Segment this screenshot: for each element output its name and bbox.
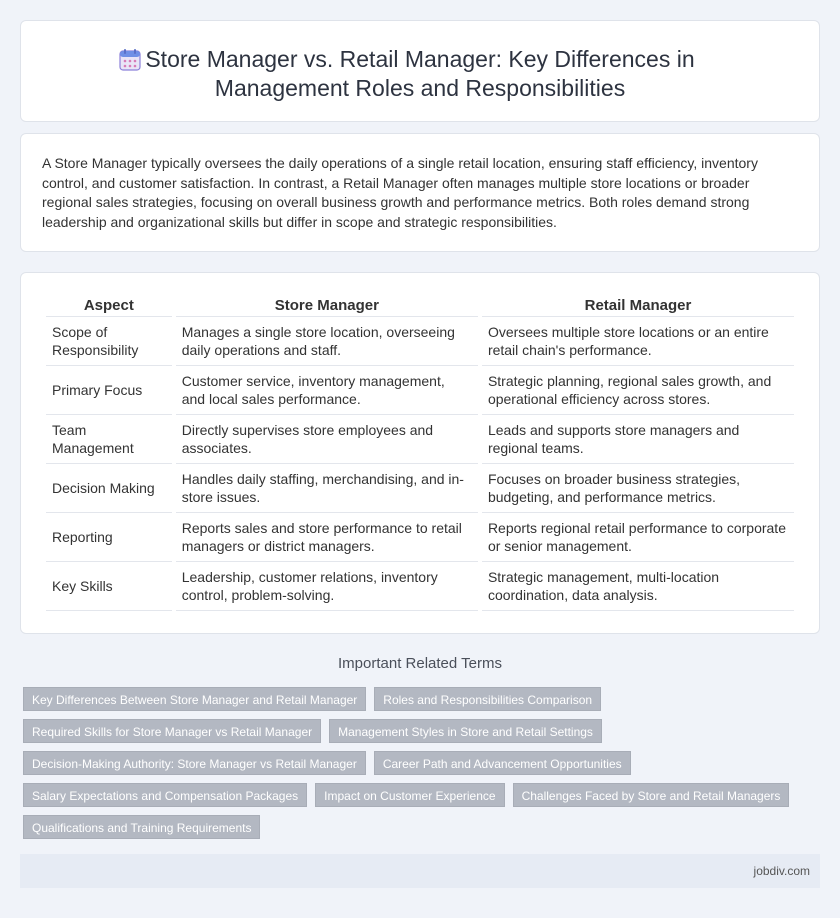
title-card [20, 20, 820, 122]
related-terms-list [23, 687, 813, 839]
row-retail-manager: Strategic management, multi-location coordination, data analysis. [482, 562, 794, 611]
related-term-tag[interactable]: Career Path and Advancement Opportunities [374, 751, 631, 775]
related-term-tag[interactable]: Salary Expectations and Compensation Packages [23, 783, 307, 807]
related-term-tag[interactable]: Management Styles in Store and Retail Settings [329, 719, 602, 743]
related-terms-title: Important Related Terms [338, 655, 502, 672]
comparison-card [20, 272, 820, 634]
row-store-manager: Handles daily staffing, merchandising, and in-store issues. [176, 464, 478, 513]
table-row [46, 317, 794, 366]
table-row [46, 464, 794, 513]
row-aspect: Decision Making [46, 464, 172, 513]
table-row [46, 415, 794, 464]
related-term-tag[interactable]: Decision-Making Authority: Store Manager vs Retail Manager [23, 751, 366, 775]
row-retail-manager: Reports regional retail performance to corporate or senior management. [482, 513, 794, 562]
comparison-table [42, 295, 798, 611]
footer-site-link[interactable]: jobdiv.com [753, 864, 810, 878]
row-aspect: Primary Focus [46, 366, 172, 415]
page-title: Store Manager vs. Retail Manager: Key Differences in Management Roles and Responsibilities [145, 46, 695, 101]
row-retail-manager: Oversees multiple store locations or an entire retail chain's performance. [482, 317, 794, 366]
row-retail-manager: Focuses on broader business strategies, budgeting, and performance metrics. [482, 464, 794, 513]
header-store-manager: Store Manager [176, 295, 478, 317]
intro-card [20, 133, 820, 252]
related-term-tag[interactable]: Challenges Faced by Store and Retail Managers [513, 783, 790, 807]
row-aspect: Key Skills [46, 562, 172, 611]
table-header-row [46, 295, 794, 317]
related-term-tag[interactable]: Roles and Responsibilities Comparison [374, 687, 601, 711]
related-term-tag[interactable]: Required Skills for Store Manager vs Retail Manager [23, 719, 321, 743]
table-row [46, 562, 794, 611]
row-aspect: Scope of Responsibility [46, 317, 172, 366]
table-row [46, 513, 794, 562]
row-store-manager: Manages a single store location, overseeing daily operations and staff. [176, 317, 478, 366]
header-aspect: Aspect [46, 295, 172, 317]
row-retail-manager: Strategic planning, regional sales growth, and operational efficiency across stores. [482, 366, 794, 415]
row-retail-manager: Leads and supports store managers and regional teams. [482, 415, 794, 464]
row-aspect: Team Management [46, 415, 172, 464]
row-store-manager: Reports sales and store performance to retail managers or district managers. [176, 513, 478, 562]
related-term-tag[interactable]: Key Differences Between Store Manager and Retail Manager [23, 687, 366, 711]
related-term-tag[interactable]: Impact on Customer Experience [315, 783, 504, 807]
row-store-manager: Customer service, inventory management, and local sales performance. [176, 366, 478, 415]
related-term-tag[interactable]: Qualifications and Training Requirements [23, 815, 260, 839]
header-retail-manager: Retail Manager [482, 295, 794, 317]
table-row [46, 366, 794, 415]
row-store-manager: Directly supervises store employees and associates. [176, 415, 478, 464]
footer [20, 854, 820, 888]
row-store-manager: Leadership, customer relations, inventory control, problem-solving. [176, 562, 478, 611]
intro-text: A Store Manager typically oversees the daily operations of a single retail location, ensuring staff efficiency, inventory control, and customer satisfaction. In contrast, a Retail Manager often manages multiple store locations or broader regional sales strategies, focusing on overall business growth and performance metrics. Both roles demand strong leadership and organizational skills but differ in scope and strategic responsibilities. [42, 155, 758, 230]
row-aspect: Reporting [46, 513, 172, 562]
